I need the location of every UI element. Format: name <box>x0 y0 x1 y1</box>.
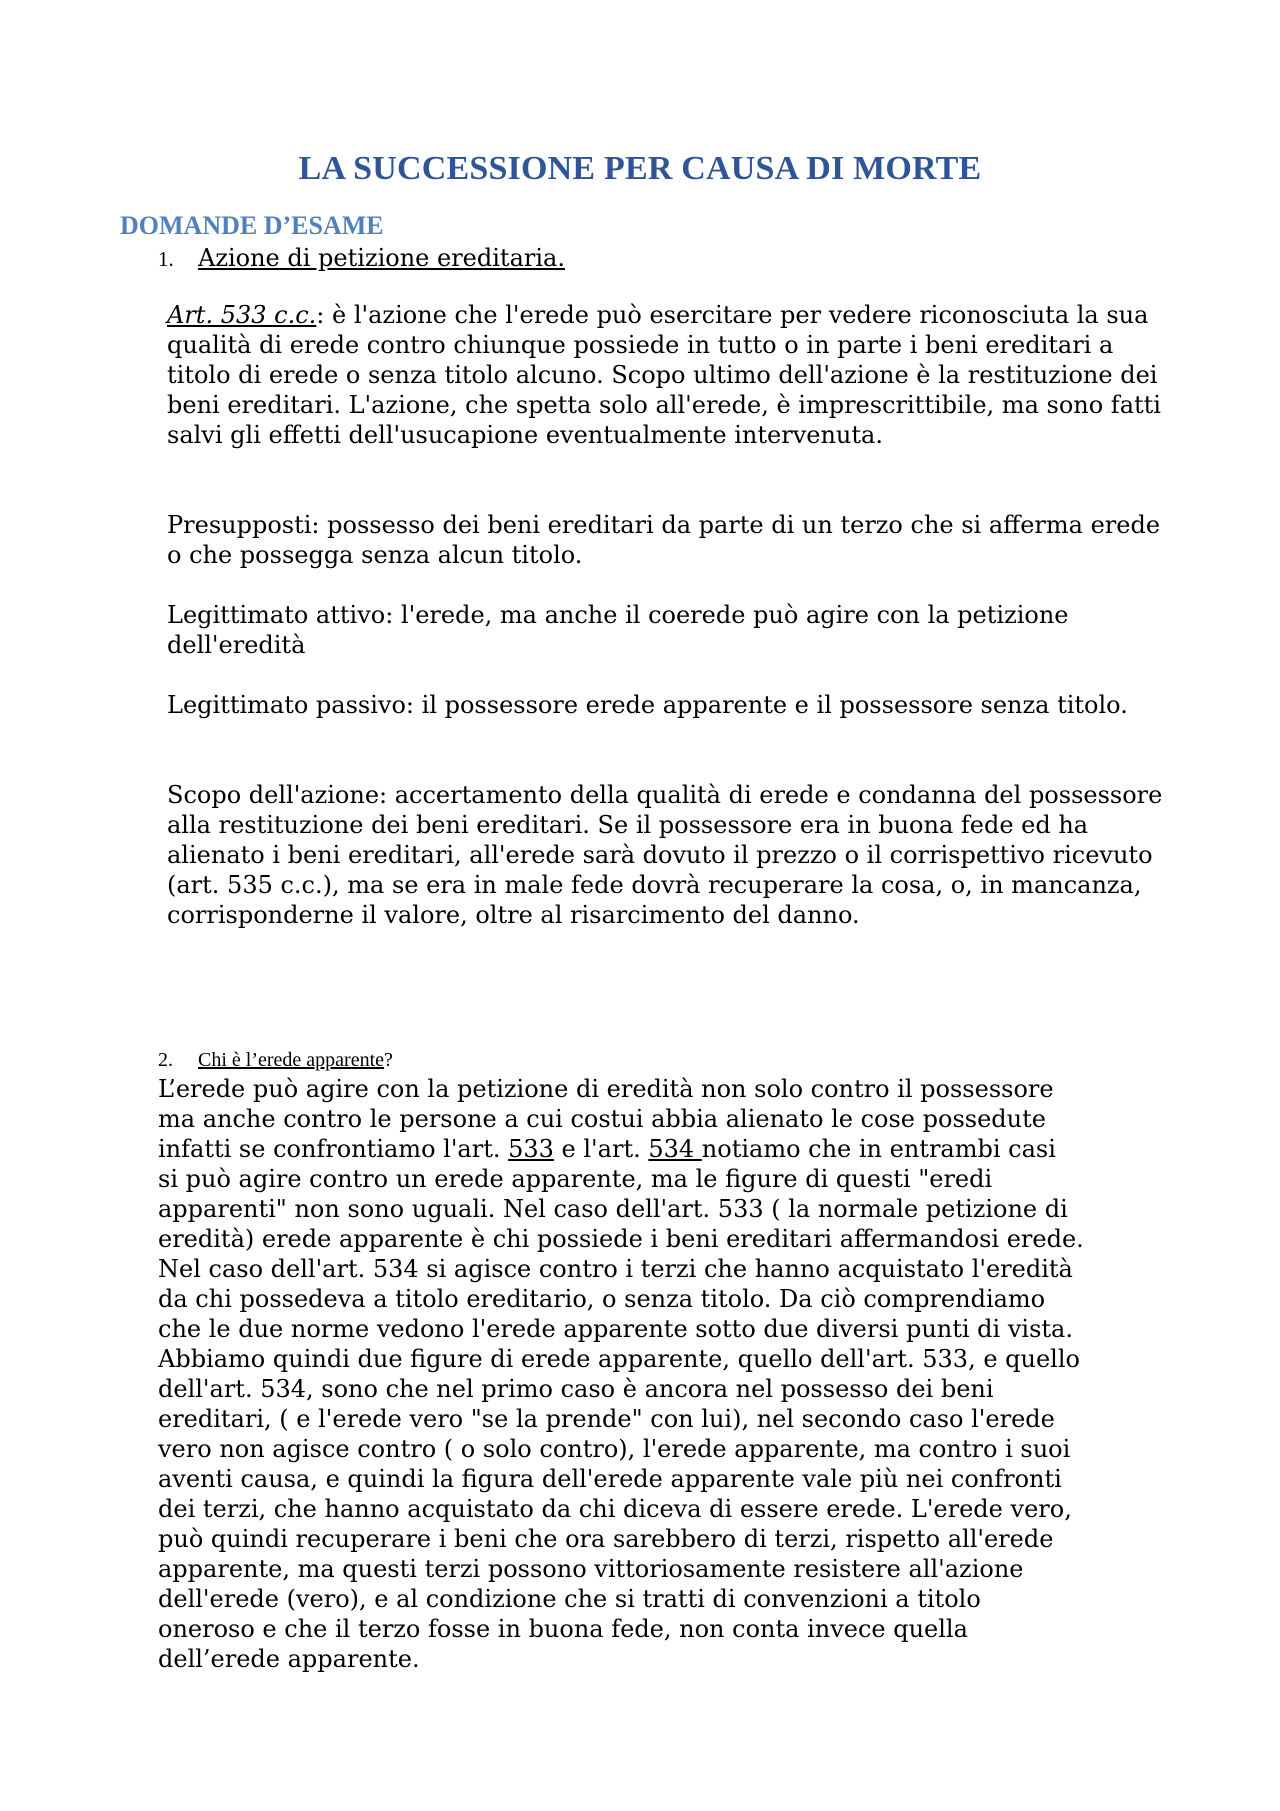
answer-2-line <box>158 1134 1173 1164</box>
answer-2-line-part: notiamo che in entrambi casi <box>701 1135 1056 1163</box>
answer-1-legittimato-passivo: Legittimato passivo: il possessore erede apparente e il possessore senza titolo. <box>167 691 1128 719</box>
answer-1-legittimato-attivo: Legittimato attivo: l'erede, ma anche il coerede può agire con la petizione dell'eredità <box>167 601 1069 659</box>
answer-2-line: ereditari, ( e l'erede vero "se la prende" con lui), nel secondo caso l'erede <box>158 1405 1055 1433</box>
article-reference: Art. 533 c.c. <box>167 301 317 329</box>
question-1 <box>158 243 565 274</box>
answer-2-line: oneroso e che il terzo fosse in buona fede, non conta invece quella <box>158 1615 968 1643</box>
link-art-533[interactable]: 533 <box>508 1135 554 1163</box>
question-2-number: 2. <box>158 1049 173 1071</box>
answer-2-line-part: infatti se confrontiamo l'art. <box>158 1135 509 1163</box>
question-2-text: Chi è l’erede apparente <box>198 1049 385 1071</box>
answer-1-scopo: Scopo dell'azione: accertamento della qualità di erede e condanna del possessore alla restituzione dei beni ereditari. Se il possessore era in buona fede ed ha alienato i beni ereditari, all'erede sarà dovuto il prezzo o il corrispettivo ricevuto (art. 535 c.c.), ma se era in male fede dovrà recuperare la cosa, o, in mancanza, corrisponderne il valore, oltre al risarcimento del danno. <box>167 781 1163 929</box>
answer-2-line: Nel caso dell'art. 534 si agisce contro i terzi che hanno acquistato l'eredità <box>158 1255 1073 1283</box>
question-2-suffix: ? <box>384 1049 393 1071</box>
answer-2-line: Abbiamo quindi due figure di erede apparente, quello dell'art. 533, e quello <box>158 1345 1080 1373</box>
question-1-text: Azione di petizione ereditaria. <box>198 244 565 272</box>
answer-1-intro-text: : è l'azione che l'erede può esercitare per vedere riconosciuta la sua qualità di erede contro chiunque possiede in tutto o in parte i beni ereditari a titolo di erede o senza titolo alcuno. Scopo ultimo dell'azione è la restituzione dei beni ereditari. L'azione, che spetta solo all'erede, è imprescrittibile, ma sono fatti salvi gli effetti dell'usucapione eventualmente intervenuta. <box>167 301 1161 449</box>
answer-1-intro <box>167 300 1177 450</box>
link-art-534[interactable]: 534 <box>648 1135 702 1163</box>
answer-2-line: può quindi recuperare i beni che ora sarebbero di terzi, rispetto all'erede <box>158 1525 1054 1553</box>
answer-2-line: apparente, ma questi terzi possono vittoriosamente resistere all'azione <box>158 1555 1024 1583</box>
answer-2-line: aventi causa, e quindi la figura dell'erede apparente vale più nei confronti <box>158 1465 1062 1493</box>
document-title: LA SUCCESSIONE PER CAUSA DI MORTE <box>298 150 982 187</box>
answer-2-line: vero non agisce contro ( o solo contro), l'erede apparente, ma contro i suoi <box>158 1435 1071 1463</box>
answer-2-line: dell’erede apparente. <box>158 1645 420 1673</box>
answer-2-line: L’erede può agire con la petizione di eredità non solo contro il possessore <box>158 1075 1054 1103</box>
answer-2-line-part: e l'art. <box>553 1135 649 1163</box>
answer-2-line: che le due norme vedono l'erede apparente sotto due diversi punti di vista. <box>158 1315 1073 1343</box>
answer-2-line: ma anche contro le persone a cui costui abbia alienato le cose possedute <box>158 1105 1046 1133</box>
answer-1-presupposti: Presupposti: possesso dei beni ereditari da parte di un terzo che si afferma erede o che possegga senza alcun titolo. <box>167 511 1161 569</box>
answer-2-line: eredità) erede apparente è chi possiede i beni ereditari affermandosi erede. <box>158 1225 1084 1253</box>
answer-2-line: apparenti" non sono uguali. Nel caso dell'art. 533 ( la normale petizione di <box>158 1195 1068 1223</box>
question-1-number: 1. <box>158 247 174 271</box>
answer-2-line: dell'erede (vero), e al condizione che si tratti di convenzioni a titolo <box>158 1585 981 1613</box>
question-2 <box>158 1047 393 1073</box>
answer-2-line: dell'art. 534, sono che nel primo caso è ancora nel possesso dei beni <box>158 1375 994 1403</box>
answer-2-line: da chi possedeva a titolo ereditario, o senza titolo. Da ciò comprendiamo <box>158 1285 1046 1313</box>
answer-2 <box>158 1074 1173 1674</box>
answer-2-line: dei terzi, che hanno acquistato da chi diceva di essere erede. L'erede vero, <box>158 1495 1072 1523</box>
section-heading: DOMANDE D’ESAME <box>120 211 384 240</box>
answer-2-line: si può agire contro un erede apparente, ma le figure di questi "eredi <box>158 1165 993 1193</box>
